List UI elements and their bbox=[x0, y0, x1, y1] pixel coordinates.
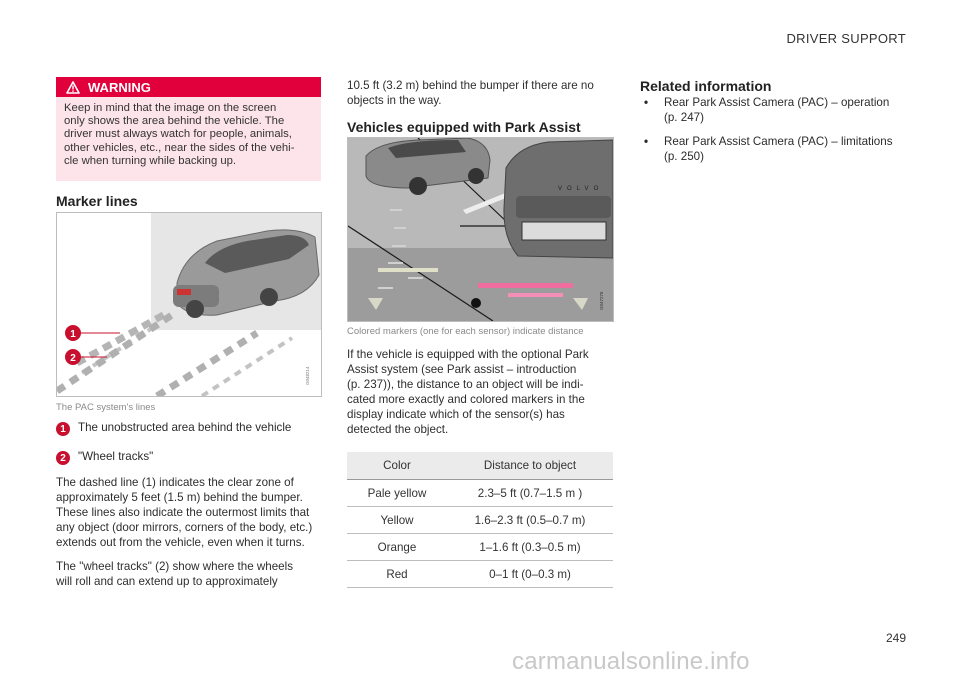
car-reference-dot bbox=[471, 298, 481, 308]
related-link-pac-limitations[interactable] bbox=[640, 135, 910, 164]
related-link-pac-operation[interactable] bbox=[640, 96, 910, 125]
park-assist-heading: Vehicles equipped with Park Assist bbox=[347, 119, 581, 135]
warning-text bbox=[56, 97, 321, 168]
park-assist-figure bbox=[347, 137, 614, 322]
table-cell: Pale yellow bbox=[347, 480, 447, 507]
text-line: 10.5 ft (3.2 m) behind the bumper if there are no bbox=[347, 79, 594, 92]
table-header: Distance to object bbox=[447, 452, 613, 480]
related-info-heading: Related information bbox=[640, 78, 772, 94]
callout-1-label: 1 bbox=[70, 329, 76, 340]
table-header: Color bbox=[347, 452, 447, 480]
text-line: any object (door mirrors, corners of the body, etc.) bbox=[56, 521, 313, 534]
sensor-marker-left bbox=[378, 268, 438, 272]
marker-lines-heading: Marker lines bbox=[56, 193, 138, 209]
park-assist-caption: Colored markers (one for each sensor) indicate distance bbox=[347, 326, 584, 337]
bullet-icon: • bbox=[644, 135, 649, 148]
table-cell: 0–1 ft (0–0.3 m) bbox=[447, 561, 613, 588]
related-link-text: Rear Park Assist Camera (PAC) – limitations bbox=[664, 135, 893, 148]
text-line: These lines also indicate the outermost limits that bbox=[56, 506, 310, 519]
warning-title: WARNING bbox=[88, 79, 151, 95]
text-line: display indicate which of the sensor(s) has bbox=[347, 408, 565, 421]
continuation-paragraph bbox=[347, 78, 617, 108]
text-line: Assist system (see Park assist – introduction bbox=[347, 363, 577, 376]
figure-code: G047276 bbox=[599, 291, 604, 310]
callout-2-badge: 2 bbox=[56, 451, 70, 465]
table-header-row bbox=[347, 452, 613, 480]
table-cell: Yellow bbox=[347, 507, 447, 534]
warning-header bbox=[56, 77, 321, 97]
text-line: approximately 5 feet (1.5 m) behind the bumper. bbox=[56, 491, 303, 504]
callout-1-badge: 1 bbox=[56, 422, 70, 436]
text-line: detected the object. bbox=[347, 423, 449, 436]
callout-2-text: "Wheel tracks" bbox=[78, 450, 154, 463]
text-line: The "wheel tracks" (2) show where the wheels bbox=[56, 560, 293, 573]
related-link-page: (p. 247) bbox=[664, 110, 704, 124]
wheel-tracks-paragraph bbox=[56, 559, 326, 589]
car-badge-text: VOLVO bbox=[558, 186, 604, 192]
related-link-page: (p. 250) bbox=[664, 149, 704, 163]
table-row bbox=[347, 534, 613, 561]
text-line: objects in the way. bbox=[347, 94, 442, 107]
warning-box bbox=[56, 77, 321, 181]
text-line: extends out from the vehicle, even when it turns. bbox=[56, 536, 305, 549]
warning-triangle-icon bbox=[66, 81, 80, 94]
text-line: (p. 237)), the distance to an object will be indi- bbox=[347, 378, 584, 391]
watermark: carmanualsonline.info bbox=[512, 648, 750, 675]
page-number: 249 bbox=[885, 631, 906, 645]
warning-line: cle when turning while backing up. bbox=[64, 154, 237, 167]
park-assist-illustration bbox=[348, 138, 613, 321]
sensor-marker-pink bbox=[508, 293, 563, 297]
text-line: If the vehicle is equipped with the optional Park bbox=[347, 348, 589, 361]
table-cell: 1.6–2.3 ft (0.5–0.7 m) bbox=[447, 507, 613, 534]
related-info-list bbox=[640, 96, 910, 174]
callout-1-text: The unobstructed area behind the vehicle bbox=[78, 421, 292, 434]
pac-lines-figure bbox=[56, 212, 322, 397]
warning-line: driver must always watch for people, animals, bbox=[64, 128, 292, 141]
text-line: will roll and can extend up to approximately bbox=[56, 575, 278, 588]
dashed-line-paragraph bbox=[56, 475, 326, 550]
sensor-marker-red bbox=[478, 283, 573, 288]
warning-line: Keep in mind that the image on the screen bbox=[64, 102, 277, 114]
table-row bbox=[347, 507, 613, 534]
table-cell: Red bbox=[347, 561, 447, 588]
table-cell: 1–1.6 ft (0.3–0.5 m) bbox=[447, 534, 613, 561]
table-row bbox=[347, 480, 613, 507]
text-line: cated more exactly and colored markers in the bbox=[347, 393, 585, 406]
pac-figure-caption: The PAC system's lines bbox=[56, 402, 156, 413]
callout-2 bbox=[56, 450, 153, 465]
table-cell: Orange bbox=[347, 534, 447, 561]
section-header: DRIVER SUPPORT bbox=[786, 31, 906, 46]
table-cell: 2.3–5 ft (0.7–1.5 m ) bbox=[447, 480, 613, 507]
callout-2-label: 2 bbox=[70, 353, 76, 364]
bullet-icon: • bbox=[644, 96, 649, 109]
warning-line: other vehicles, etc., near the sides of the vehi- bbox=[64, 141, 295, 154]
warning-line: only shows the area behind the vehicle. The bbox=[64, 115, 285, 128]
park-assist-paragraph bbox=[347, 347, 617, 437]
table-row bbox=[347, 561, 613, 588]
related-link-text: Rear Park Assist Camera (PAC) – operation bbox=[664, 96, 890, 109]
callout-1 bbox=[56, 421, 291, 436]
distance-table bbox=[347, 452, 613, 588]
text-line: The dashed line (1) indicates the clear zone of bbox=[56, 476, 294, 489]
figure-code: G048214 bbox=[305, 366, 310, 385]
pac-lines-illustration bbox=[57, 213, 321, 396]
